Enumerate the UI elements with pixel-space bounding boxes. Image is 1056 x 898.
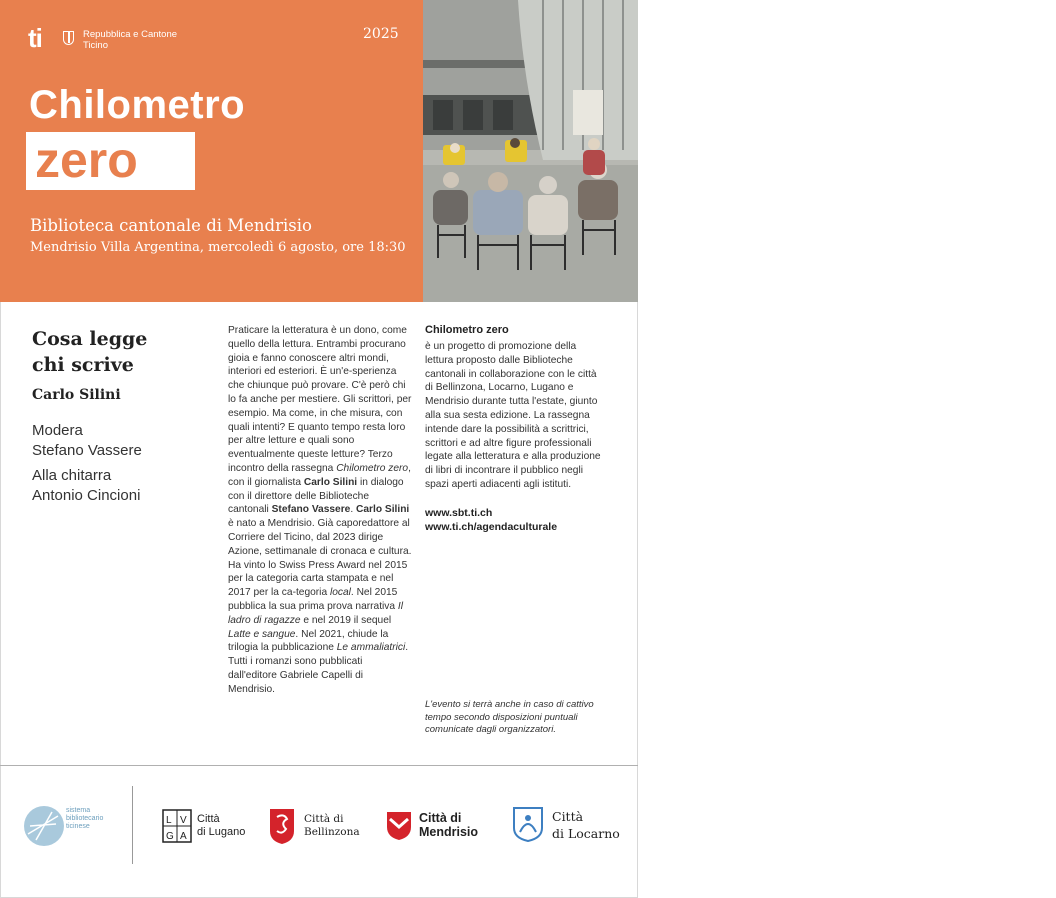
republic-label: Repubblica e Cantone Ticino [83,29,178,51]
moderator-label: Modera [32,422,83,439]
project-title: Chilometro zero [425,324,509,336]
sbt-label: sistema bibliotecario ticinese [66,807,104,830]
ticino-logo: ti [28,23,42,53]
venue: Biblioteca cantonale di Mendrisio [30,216,312,235]
lugano-logo-icon [162,809,192,843]
moderator-name: Stefano Vassere [32,442,142,459]
mendrisio-logo-icon [386,811,412,841]
event-title: Cosa legge chi scrive [32,328,148,376]
title-line-1: Chilometro [29,83,246,127]
locarno-logo-icon [512,806,544,842]
guitar-label: Alla chitarra [32,467,112,484]
svg-text:A: A [180,831,187,842]
project-description: è un progetto di promozione della lettura proposto dalle Biblioteche cantonali in collaborazione con le città di Bellinzona, Locarno, Lugano e Mendrisio durante tutta l'estate, giunto alla sua sesta edizione. La rassegna intende dare la possibilità a scrittrici, scrittori e ad altre figure professionali legate alla letteratura e alla produzione di libri di incontrare il pubblico negli spazi aperti adiacenti agli istituti. [425,341,601,490]
sbt-logo-icon [22,804,66,848]
shield-icon [63,31,74,45]
mendrisio-label: Città di Mendrisio [419,811,479,839]
photo-credit: Foto Studio Job [1047,235,1056,292]
svg-text:V: V [180,815,187,826]
bellinzona-logo-icon [268,807,296,845]
guitar-name: Antonio Cincioni [32,487,141,504]
author-name: Carlo Silini [32,387,121,403]
title-line-2: zero [26,132,195,190]
header-panel [0,0,423,302]
bellinzona-label: Città di Bellinzona [304,813,360,838]
event-photo [423,0,1056,302]
footer-vertical-divider [132,786,133,864]
svg-text:G: G [166,831,174,842]
svg-text:L: L [166,815,172,826]
audience-photo-illustration [423,0,638,302]
year: 2025 [363,26,399,42]
link-sbt[interactable]: www.sbt.ti.ch [425,507,493,519]
event-date: Mendrisio Villa Argentina, mercoledì 6 agosto, ore 18:30 [30,240,406,255]
locarno-label: Città di Locarno [552,809,620,841]
weather-note: L'evento si terrà anche in caso di cattivo tempo secondo disposizioni puntuali comunicate dagli organizzatori. [425,699,594,736]
link-agenda[interactable]: www.ti.ch/agendaculturale [425,521,558,533]
event-description: Praticare la letteratura è un dono, come quello della lettura. Entrambi procurano gioia e fanno conoscere altri mondi, interiori ed esteriori. È un'e-sperienza che chiunque può provare. C'è però chi lo fa anche per mestiere. Gli scrittori, per esempio. Ma come, in che misura, con quali intenti? E quanto tempo resta loro per altre letture e quali sono eventualmente queste letture? Terzo incontro della rassegna Chilometro zero, con il giornalista Carlo Silini in dialogo con il direttore delle Biblioteche cantonali Stefano Vassere. Carlo Silini è nato a Mendrisio. Già caporedattore al Corriere del Ticino, dal 2023 dirige Azione, settimanale di cronaca e cultura. Ha vinto lo Swiss Press Award nel 2015 per la categoria carta stampata e nel 2017 per la ca-tegoria local. Nel 2015 pubblica la sua prima prova narrativa Il ladro di ragazze e nel 2019 il sequel Latte e sangue. Nel 2021, chiude la trilogia la pubblicazione Le ammaliatrici. Tutti i romanzi sono pubblicati dall'editore Gabriele Capelli di Mendrisio. [228,325,412,695]
lugano-label: Città di Lugano [197,813,246,838]
footer-divider [0,765,638,766]
